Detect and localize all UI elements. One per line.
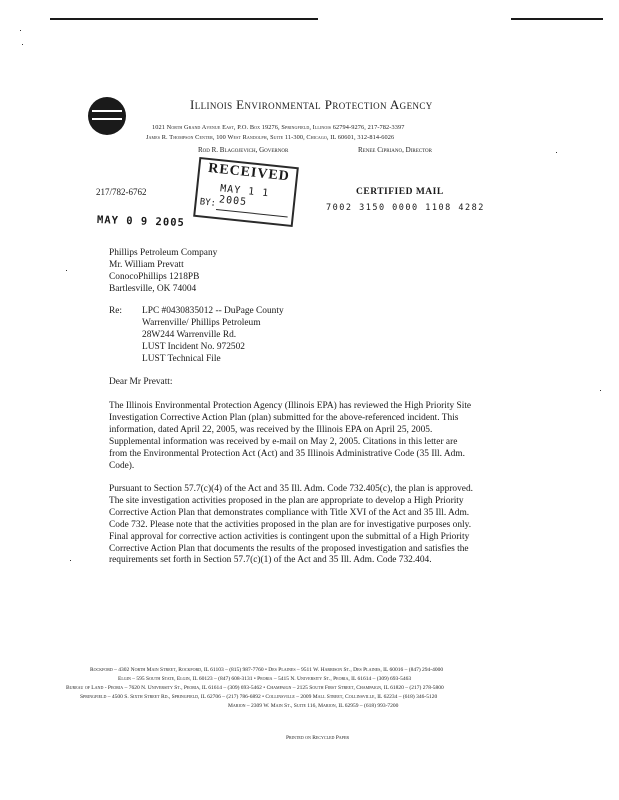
recycled-paper-note: Printed on Recycled Paper: [286, 735, 350, 741]
re-line-lpc: LPC #0430835012 -- DuPage County: [142, 306, 284, 316]
top-rule-right: [511, 18, 603, 20]
scan-speck: [20, 30, 21, 31]
scan-speck: [70, 560, 71, 561]
paragraph-line: requirements set forth in Section 57.7(c)(1) of the Act and 35 Ill. Adm. Code 732.404.: [109, 555, 432, 566]
paragraph-line: Investigation Corrective Action Plan (plan) submitted for the above-referenced incident. This: [109, 412, 459, 423]
footer-offices-line-2: Elgin – 595 South State, Elgin, IL 60123 – (847) 608-3131 • Peoria – 5415 N. University St., Peoria, IL 61614 – (309) 693-5463: [118, 676, 412, 682]
paragraph-1: [109, 401, 519, 472]
received-stamp-date: MAY 1 1 2005: [218, 183, 270, 209]
footer-offices-line-5: Marion – 2309 W. Main St., Suite 116, Marion, IL 62959 – (618) 993-7200: [228, 703, 399, 709]
addressee-department: ConocoPhillips 1218PB: [109, 272, 200, 282]
scan-speck: [600, 390, 601, 391]
paragraph-2: [109, 484, 519, 567]
paragraph-line: The site investigation activities proposed in the plan are appropriate to develop a High Priority: [109, 495, 464, 506]
footer-offices-line-3: Bureau of Land - Peoria – 7620 N. University St., Peoria, IL 61614 – (309) 693-5462 • Champaign – 2125 South First Street, Champaign, IL 61820 – (217) 278-5800: [66, 685, 444, 691]
paragraph-line: Supplemental information was received by e-mail on May 2, 2005. Citations in this letter are: [109, 436, 458, 447]
address-line-1: 1021 North Grand Avenue East, P.O. Box 19276, Springfield, Illinois 62794-9276, 217-782-3397: [152, 124, 405, 131]
phone-reference: 217/782-6762: [96, 187, 147, 197]
addressee-company: Phillips Petroleum Company: [109, 248, 218, 258]
top-rule-left: [50, 18, 318, 20]
footer-offices-line-1: Rockford – 4302 North Main Street, Rockford, IL 61103 – (815) 987-7760 • Des Plaines – 9511 W. Harrison St., Des Plaines, IL 60016 – (847) 294-4000: [90, 667, 444, 673]
paragraph-line: Corrective Action Plan that demonstrates compliance with Title XVI of the Act and 35 Ill. Adm.: [109, 507, 470, 518]
tracking-number: 7002 3150 0000 1108 4282: [326, 203, 485, 213]
re-line-file: LUST Technical File: [142, 354, 221, 364]
agency-logo-icon: [88, 97, 126, 135]
footer-offices-line-4: Springfield – 4500 S. Sixth Street Rd., Springfield, IL 62706 – (217) 786-6892 • Collinsville – 2009 Mall Street, Collinsville, IL 62234 – (618) 346-5120: [80, 694, 438, 700]
scan-speck: [556, 152, 557, 153]
re-line-site: Warrenville/ Phillips Petroleum: [142, 318, 261, 328]
paragraph-line: Corrective Action Plan that documents the results of the proposed investigation and satisfies the: [109, 543, 469, 554]
address-line-2: James R. Thompson Center, 100 West Randolph, Suite 11-300, Chicago, IL 60601, 312-814-6026: [146, 134, 395, 141]
paragraph-line: Pursuant to Section 57.7(c)(4) of the Act and 35 Ill. Adm. Code 732.405(c), the plan is approved.: [109, 484, 473, 494]
paragraph-line: Code).: [109, 460, 135, 471]
agency-name: Illinois Environmental Protection Agency: [190, 97, 433, 112]
received-stamp-by: BY:: [199, 197, 217, 209]
addressee-city: Bartlesville, OK 74004: [109, 284, 197, 294]
received-stamp: [193, 157, 299, 227]
scan-speck: [22, 44, 23, 45]
addressee-name: Mr. William Prevatt: [109, 260, 184, 270]
certified-mail-label: CERTIFIED MAIL: [356, 187, 444, 197]
re-label: Re:: [109, 306, 123, 316]
governor-name: Rod R. Blagojevich, Governor: [198, 146, 289, 154]
paragraph-line: Final approval for corrective action activities is contingent upon the submittal of a High Priority: [109, 531, 470, 542]
scan-speck: [66, 270, 67, 271]
re-line-incident: LUST Incident No. 972502: [142, 342, 245, 352]
received-stamp-title: RECEIVED: [207, 160, 291, 185]
paragraph-line: information, dated April 22, 2005, was received by the Illinois EPA on April 25, 2005.: [109, 424, 433, 435]
paragraph-line: from the Environmental Protection Act (Act) and 35 Illinois Administrative Code (35 Ill. Adm.: [109, 448, 465, 459]
paragraph-line: The Illinois Environmental Protection Agency (Illinois EPA) has reviewed the High Priority Site: [109, 401, 472, 411]
re-line-address: 28W244 Warrenville Rd.: [142, 330, 237, 340]
director-name: Renee Cipriano, Director: [358, 146, 432, 154]
paragraph-line: Code 732. Please note that the activities proposed in the plan are for investigative purposes only.: [109, 519, 472, 530]
salutation: Dear Mr Prevatt:: [109, 377, 173, 387]
letter-date-stamp: MAY 0 9 2005: [96, 214, 186, 230]
